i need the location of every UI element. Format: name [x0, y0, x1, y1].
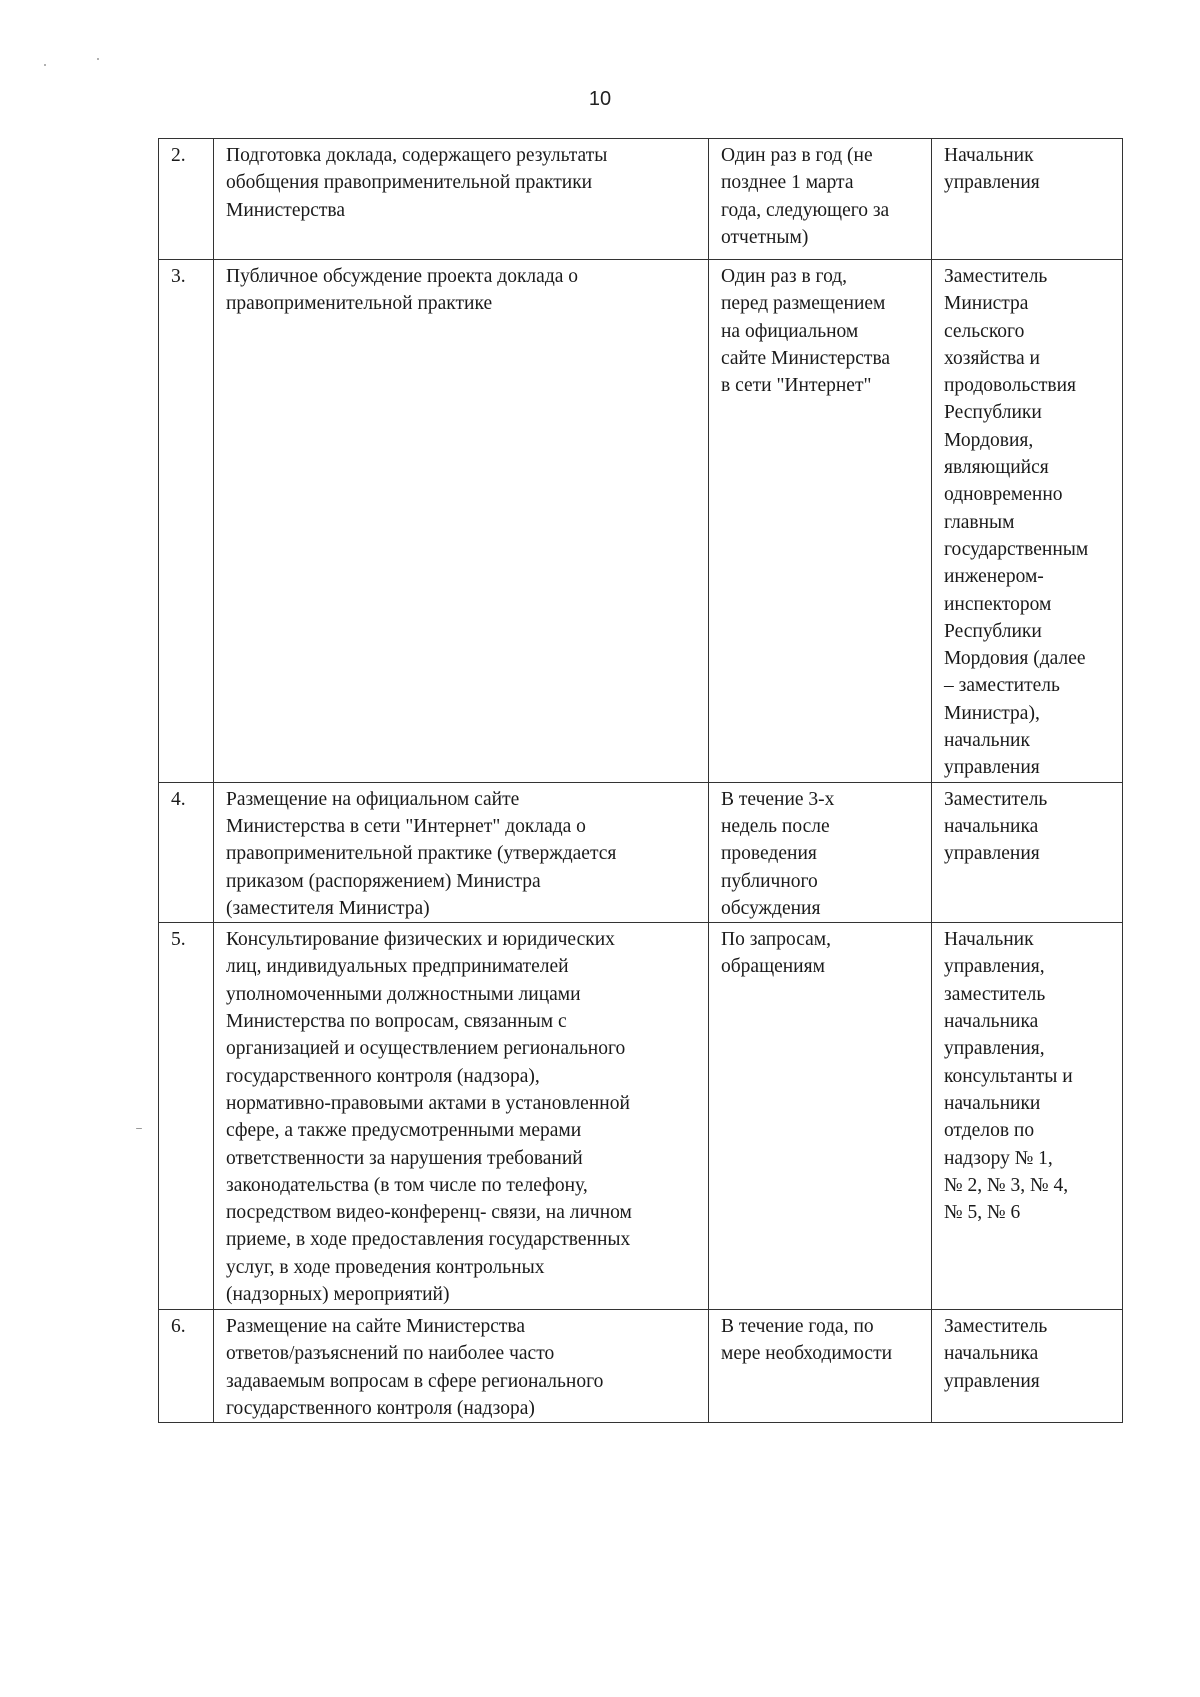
scan-speck	[136, 1128, 142, 1129]
activity-cell: Консультирование физических и юридических лиц, индивидуальных предпринимателей уполномоченными должностными лицами Министерства по вопросам, связанным с организацией и осуществлением регионального государственного контроля (надзора), нормативно-правовыми актами в установленной сфере, а также предусмотренными мерами ответственности за нарушения требований законодательства (в том числе по телефону, посредством видео-конференц- связи, на личном приеме, в ходе предоставления государственных услуг, в ходе проведения контрольных (надзорных) мероприятий)	[214, 923, 709, 1310]
responsible-cell: Заместитель начальника управления	[932, 782, 1123, 922]
period-cell: По запросам, обращениям	[709, 923, 932, 1310]
row-number: 6.	[159, 1310, 214, 1423]
period-cell: В течение года, по мере необходимости	[709, 1310, 932, 1423]
table-row	[159, 782, 1123, 922]
activity-cell: Публичное обсуждение проекта доклада о правоприменительной практике	[214, 260, 709, 783]
row-number: 2.	[159, 139, 214, 260]
responsible-cell: Начальник управления, заместитель начальника управления, консультанты и начальники отделов по надзору № 1, № 2, № 3, № 4, № 5, № 6	[932, 923, 1123, 1310]
period-cell: Один раз в год (не позднее 1 марта года, следующего за отчетным)	[709, 139, 932, 260]
table-row	[159, 139, 1123, 260]
table-row	[159, 923, 1123, 1310]
row-number: 3.	[159, 260, 214, 783]
period-cell: В течение 3-х недель после проведения публичного обсуждения	[709, 782, 932, 922]
responsible-cell: Заместитель Министра сельского хозяйства и продовольствия Республики Мордовия, являющийся одновременно главным государственным инженером- инспектором Республики Мордовия (далее – заместитель Министра), начальник управления	[932, 260, 1123, 783]
responsible-cell: Заместитель начальника управления	[932, 1310, 1123, 1423]
page-number: 10	[588, 88, 612, 110]
activity-cell: Размещение на сайте Министерства ответов/разъяснений по наиболее часто задаваемым вопросам в сфере регионального государственного контроля (надзора)	[214, 1310, 709, 1423]
scan-speck	[44, 64, 46, 66]
activities-table	[158, 138, 1123, 1423]
activity-cell: Подготовка доклада, содержащего результаты обобщения правоприменительной практики Министерства	[214, 139, 709, 260]
table-row	[159, 260, 1123, 783]
row-number: 4.	[159, 782, 214, 922]
table-row	[159, 1310, 1123, 1423]
period-cell: Один раз в год, перед размещением на официальном сайте Министерства в сети "Интернет"	[709, 260, 932, 783]
responsible-cell: Начальник управления	[932, 139, 1123, 260]
activity-cell: Размещение на официальном сайте Министерства в сети "Интернет" доклада о правоприменительной практике (утверждается приказом (распоряжением) Министра (заместителя Министра)	[214, 782, 709, 922]
scan-speck	[97, 58, 99, 60]
row-number: 5.	[159, 923, 214, 1310]
